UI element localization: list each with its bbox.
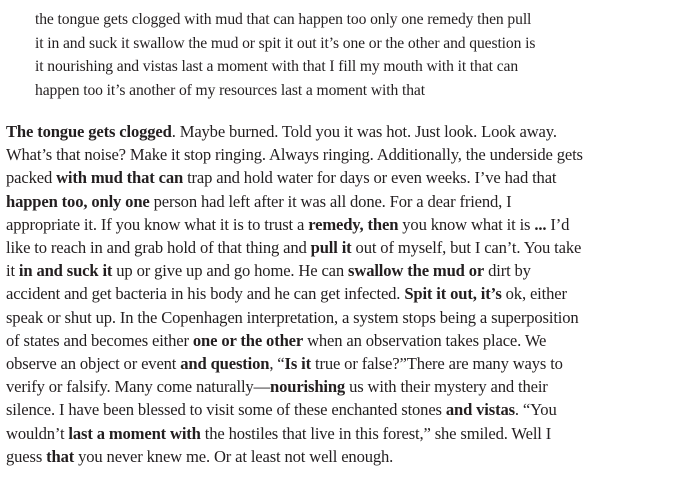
text-run: you never knew me. Or at least not well enough. [74,446,394,466]
quote-line: it nourishing and vistas last a moment with that I fill my mouth with it that can [35,58,519,75]
bold-phrase: Spit it out, it’s [404,284,502,304]
quote-block [35,8,660,102]
bold-phrase: nourishing [270,377,346,397]
bold-phrase: and question [180,354,270,374]
paragraph-line [6,329,671,352]
text-run: guess [6,446,47,466]
text-run: dirt by [484,261,531,281]
bold-phrase: swallow the mud or [348,261,485,281]
text-run: I’d [546,214,570,234]
bold-phrase: Is it [284,354,311,374]
paragraph-line [6,445,671,468]
paragraph-line [6,120,671,143]
bold-phrase: that [46,446,75,466]
text-run: the hostiles that live in this forest,” she smiled. Well I [200,423,552,443]
bold-phrase: pull it [310,238,352,258]
bold-phrase: and vistas [445,400,515,420]
paragraph-line [6,259,671,282]
text-run: What’s that noise? Make it stop ringing. Always ringing. Additionally, the underside gets [6,145,583,165]
text-run: true or false?”There are many ways to [310,354,563,374]
paragraph-line [6,352,671,375]
text-run: packed [6,168,57,188]
bold-phrase: with mud that can [56,168,184,188]
text-run: person had left after it was all done. For a dear friend, I [149,191,512,211]
text-run: appropriate it. If you know what it is to trust a [6,214,309,234]
text-run: up or give up and go home. He can [112,261,349,281]
paragraph-line [6,375,671,398]
text-run: silence. I have been blessed to visit some of these enchanted stones [6,400,446,420]
text-run: . “You [514,400,557,420]
bold-phrase: The tongue gets clogged [6,122,172,141]
bold-phrase: happen too, only one [6,191,150,211]
quote-line: the tongue gets clogged with mud that can happen too only one remedy then pull [35,11,532,28]
paragraph-line [6,422,671,445]
text-run: . Maybe burned. Told you it was hot. Just look. Look away. [171,122,557,141]
text-run: observe an object or event [6,354,181,374]
paragraph-line [6,143,671,166]
bold-phrase: remedy, then [308,214,399,234]
text-run: trap and hold water for days or even weeks. I’ve had that [183,168,557,188]
text-run: like to reach in and grab hold of that thing and [6,238,311,258]
text-run: verify or falsify. Many come naturally— [6,377,271,397]
quote-line: it in and suck it swallow the mud or spit it out it’s one or the other and question is [35,34,536,52]
text-run: out of myself, but I can’t. You take [351,238,582,258]
text-run: wouldn’t [6,423,69,443]
text-run: ok, either [501,284,567,304]
bold-phrase: in and suck it [18,261,113,281]
text-run: us with their mystery and their [345,377,548,397]
text-run: speak or shut up. In the Copenhagen interpretation, a system stops being a superposition [6,307,579,327]
text-run: accident and get bacteria in his body and he can get infected. [6,284,405,304]
paragraph-line [6,213,671,236]
paragraph-line [6,282,671,305]
quote-line: happen too it’s another of my resources last a moment with that [35,81,425,99]
bold-phrase: ... [534,214,547,234]
text-run: you know what it is [398,214,535,234]
text-run: when an observation takes place. We [303,330,547,350]
body-paragraph [6,120,671,468]
paragraph-line [6,166,671,189]
text-run: it [6,261,19,281]
paragraph-line [6,236,671,259]
paragraph-line [6,190,671,213]
paragraph-line [6,306,671,329]
paragraph-line [6,398,671,421]
text-run: of states and becomes either [6,330,193,350]
bold-phrase: one or the other [192,330,304,350]
text-run: , “ [269,354,285,374]
bold-phrase: last a moment with [68,423,201,443]
